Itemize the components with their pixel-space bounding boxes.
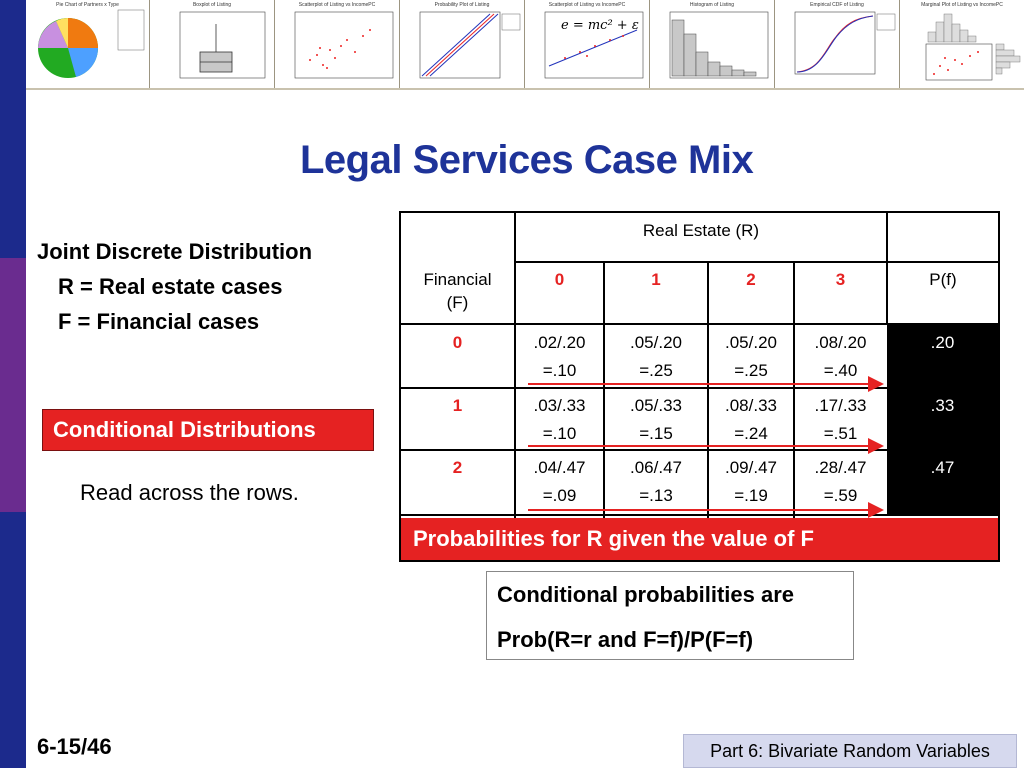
r-value-0: 0 (554, 270, 565, 289)
table-cell: .05/.20 =.25 (725, 333, 777, 380)
thumbnail-title: Marginal Plot of Listing vs IncomePC (921, 2, 1003, 8)
left-line-r: R = Real estate cases (58, 274, 283, 299)
conditional-explanation-box (486, 571, 854, 660)
thumbnail-title: Scatterplot of Listing vs IncomePC (298, 2, 376, 8)
f-value-1: 1 (452, 396, 463, 415)
table-cell: .09/.47 =.19 (725, 458, 777, 505)
table-cell: .05/.20 =.25 (630, 333, 682, 380)
left-line-f: F = Financial cases (58, 309, 260, 334)
page-title: Legal Services Case Mix (300, 138, 754, 182)
r-value-1: 1 (651, 270, 661, 289)
pf-value-0: .20 (930, 333, 955, 352)
table-cell: .28/.47 =.59 (814, 458, 867, 505)
table-cell: .08/.33 =.24 (725, 396, 777, 443)
r-value-3: 3 (835, 270, 846, 289)
pf-header: P(f) (929, 270, 957, 289)
thumbnail-title: Empirical CDF of Listing (810, 2, 864, 8)
table-cell: .08/.20 =.40 (814, 333, 867, 380)
thumbnail-title: Scatterplot of Listing vs IncomePC (548, 2, 626, 8)
pf-value-1: .33 (930, 396, 955, 415)
thumbnail-title: Pie Chart of Partners x Type (56, 2, 119, 8)
real-estate-header: Real Estate (R) (642, 221, 760, 240)
thumbnail-title: Probability Plot of Listing (434, 2, 490, 8)
table-cell: .04/.47 =.09 (533, 458, 586, 505)
thumbnail-title: Boxplot of Listing (192, 2, 232, 8)
conditional-distributions-label: Conditional Distributions (42, 409, 374, 451)
formula-text: e = mc² + ε (561, 18, 639, 33)
explain-line-2: Prob(R=r and F=f)/P(F=f) (497, 627, 754, 652)
pf-value-2: .47 (930, 458, 955, 477)
r-value-2: 2 (746, 270, 756, 289)
explain-line-1: Conditional probabilities are (497, 582, 795, 607)
left-heading: Joint Discrete Distribution (37, 239, 313, 264)
table-cell: .02/.20 =.10 (533, 333, 586, 380)
read-across-text: Read across the rows. (80, 480, 299, 505)
financial-header-line2: (F) (446, 293, 469, 312)
f-value-0: 0 (452, 333, 463, 352)
financial-header-line1: Financial (423, 270, 492, 289)
f-value-2: 2 (452, 458, 463, 477)
thumbnail-title: Histogram of Listing (689, 2, 735, 8)
slide-number: 6-15/46 (37, 734, 112, 759)
table-cell: .05/.33 =.15 (630, 396, 682, 443)
table-cell: .03/.33 =.10 (533, 396, 586, 443)
table-cell: .06/.47 =.13 (630, 458, 682, 505)
footer-label: Part 6: Bivariate Random Variables (683, 734, 1017, 768)
probabilities-caption: Probabilities for R given the value of F (401, 518, 998, 560)
table-cell: .17/.33 =.51 (814, 396, 867, 443)
